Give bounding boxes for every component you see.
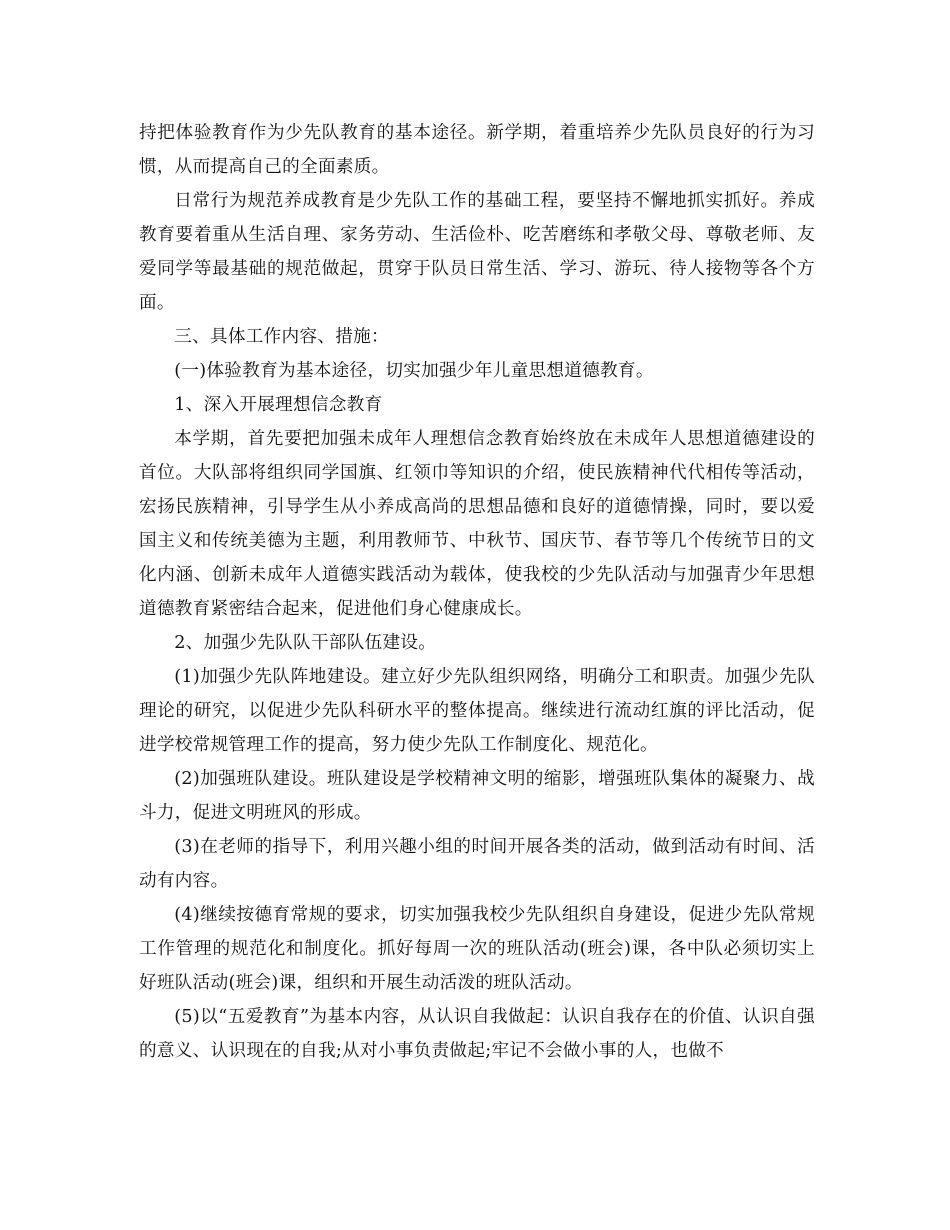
list-item-3: (3)在老师的指导下，利用兴趣小组的时间开展各类的活动，做到活动有时间、活动有内容。 xyxy=(139,837,815,891)
list-item-1: (1)加强少先队阵地建设。建立好少先队组织网络，明确分工和职责。加强少先队理论的研究，以促进少先队科研水平的整体提高。继续进行流动红旗的评比活动，促进学校常规管理工作的提高，努力使少先队工作制度化、规范化。 xyxy=(139,667,815,755)
list-item-5: (5)以“五爱教育”为基本内容，从认识自我做起：认识自我存在的价值、认识自强的意义、认识现在的自我;从对小事负责做起;牢记不会做小事的人，也做不 xyxy=(139,1007,815,1061)
section-heading-3: 三、具体工作内容、措施： xyxy=(174,327,389,347)
item-heading-1: 1、深入开展理想信念教育 xyxy=(174,395,383,415)
list-item-2: (2)加强班队建设。班队建设是学校精神文明的缩影，增强班队集体的凝聚力、战斗力，促进文明班风的形成。 xyxy=(139,769,815,823)
subsection-heading-1: (一)体验教育为基本途径，切实加强少年儿童思想道德教育。 xyxy=(174,361,654,381)
paragraph-ideals-education: 本学期，首先要把加强未成年人理想信念教育始终放在未成年人思想道德建设的首位。大队部将组织同学国旗、红领巾等知识的介绍，使民族精神代代相传等活动，宏扬民族精神，引导学生从小养成高尚的思想品德和良好的道德情操，同时，要以爱国主义和传统美德为主题，利用教师节、中秋节、国庆节、春节等几个传统节日的文化内涵、创新未成年人道德实践活动为载体，使我校的少先队活动与加强青少年思想道德教育紧密结合起来，促进他们身心健康成长。 xyxy=(139,429,815,619)
list-item-4: (4)继续按德育常规的要求，切实加强我校少先队组织自身建设，促进少先队常规工作管理的规范化和制度化。抓好每周一次的班队活动(班会)课，各中队必须切实上好班队活动(班会)课，组织和开展生动活泼的班队活动。 xyxy=(139,905,815,993)
paragraph-2: 日常行为规范养成教育是少先队工作的基础工程，要坚持不懈地抓实抓好。养成教育要着重从生活自理、家务劳动、生活俭朴、吃苦磨练和孝敬父母、尊敬老师、友爱同学等最基础的规范做起，贯穿于队员日常生活、学习、游玩、待人接物等各个方面。 xyxy=(139,191,815,313)
paragraph-1: 持把体验教育作为少先队教育的基本途径。新学期，着重培养少先队员良好的行为习惯，从而提高自己的全面素质。 xyxy=(139,123,815,177)
document-body xyxy=(139,116,815,1068)
item-heading-2: 2、加强少先队队干部队伍建设。 xyxy=(174,633,437,653)
